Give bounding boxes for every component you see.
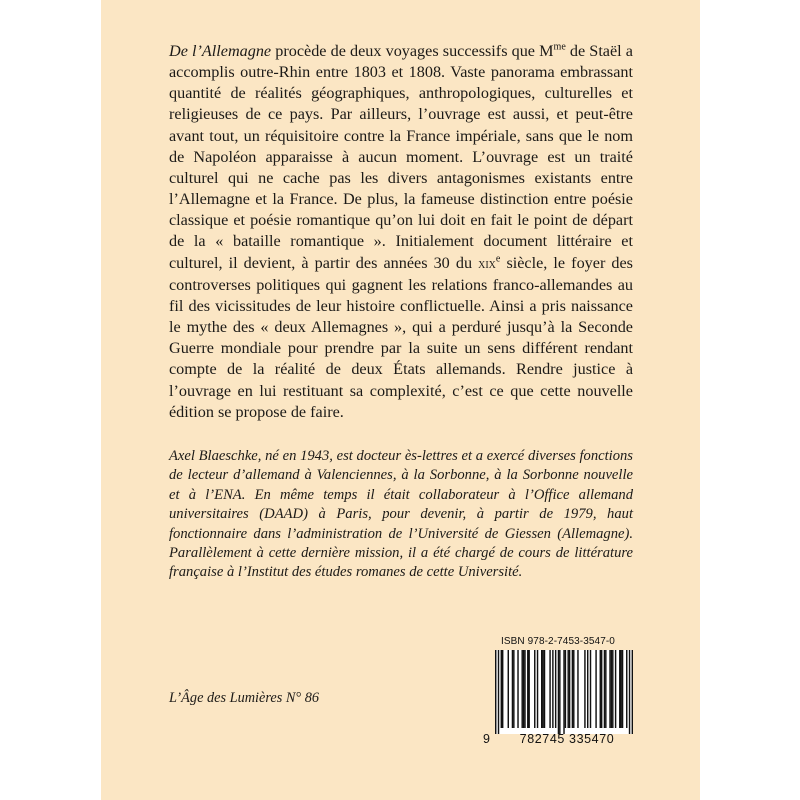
barcode-bar bbox=[552, 650, 553, 728]
barcode-bar bbox=[513, 650, 514, 728]
book-title: De l’Allemagne bbox=[169, 42, 272, 60]
series-label: L’Âge des Lumières N° 86 bbox=[169, 690, 319, 706]
barcode-bar bbox=[524, 650, 525, 728]
barcode-bar bbox=[612, 650, 613, 728]
barcode-bar bbox=[521, 650, 522, 728]
barcode-bar bbox=[573, 650, 574, 728]
barcode-bar bbox=[609, 650, 610, 728]
back-cover bbox=[101, 0, 700, 800]
book-summary bbox=[169, 41, 633, 423]
madame-superscript: me bbox=[553, 41, 566, 53]
barcode-bar bbox=[501, 650, 502, 728]
barcode-bar bbox=[555, 650, 556, 728]
barcode-bar bbox=[611, 650, 612, 728]
barcode-bar bbox=[523, 650, 524, 728]
barcode-bar bbox=[601, 650, 602, 728]
barcode-bar bbox=[632, 650, 633, 734]
barcode-bar bbox=[541, 650, 542, 728]
barcode-bars bbox=[495, 650, 633, 734]
barcode-bar bbox=[600, 650, 601, 728]
summary-part-3: siècle, le foyer des controverses politiques qui gagnent les relations franco-allemandes au fil des vicissitudes de leur histoire conflictuelle. Ainsi a pris naissance le mythe des « deux Allemagnes », qui a perduré jusqu’à la Seconde Guerre mondiale pour prendre par la suite un sens différent rendant compte de la réalité de deux États allemands. Rendre justice à l’ouvrage en lui restituant sa complexité, c’est ce que cette nouvelle édition se propose de faire. bbox=[169, 253, 633, 421]
summary-part-1: procède de deux voyages successifs que M bbox=[271, 42, 554, 60]
barcode-bar bbox=[559, 650, 560, 734]
barcode-bar bbox=[567, 650, 568, 728]
barcode-bar bbox=[528, 650, 529, 728]
barcode-bar bbox=[495, 650, 496, 734]
barcode-bar bbox=[542, 650, 543, 728]
barcode-bar bbox=[565, 650, 566, 728]
barcode-bar bbox=[508, 650, 509, 728]
century-superscript: e bbox=[495, 253, 501, 265]
barcode-bar bbox=[569, 650, 570, 728]
barcode-bar bbox=[512, 650, 513, 728]
barcode-bar bbox=[595, 650, 596, 728]
barcode-bar bbox=[502, 650, 503, 728]
author-bio: Axel Blaeschke, né en 1943, est docteur ès-lettres et a exercé diverses fonctions de lecteur d’allemand à Valenciennes, à la Sorbonne, à la Sorbonne nouvelle et à l’ENA. En même temps il était collaborateur à l’Office allemand universitaires (DAAD) à Paris, pour devenir, à partir de 1979, haut fonctionnaire dans l’administration de l’Université de Giessen (Allemagne). Parallèlement à cette dernière mission, il a été chargé de cours de littérature française à l’Institut des études romanes de cette Université. bbox=[169, 448, 633, 581]
barcode-bar bbox=[517, 650, 518, 728]
summary-part-2: de Staël a accomplis outre-Rhin entre 1803 et 1808. Vaste panorama embrassant quantité de réalités géographiques, anthropologiques, culturelles et religieuses de ce pays. Par ailleurs, l’ouvrage est aussi, et peut-être avant tout, un réquisitoire contre la France impériale, sans que le nom de Napoléon apparaisse à aucun moment. L’ouvrage est un traité culturel qui ne cache pas les divers antagonismes existants entre l’Allemagne et la France. De plus, la fameuse distinction entre poésie classique et poésie romantique qu’on lui doit en fait le point de départ de la « bataille romantique ». Initialement document littéraire et culturel, il devient, à partir des années 30 du bbox=[169, 42, 633, 272]
barcode-digit-groups: 782745 335470 bbox=[519, 732, 615, 746]
barcode-bar bbox=[534, 650, 535, 728]
barcode-bar bbox=[563, 650, 564, 734]
barcode-bar bbox=[549, 650, 550, 728]
barcode-bar bbox=[577, 650, 578, 728]
barcode-bar bbox=[619, 650, 620, 728]
barcode-bar bbox=[584, 650, 585, 728]
barcode-bar bbox=[629, 650, 630, 734]
century-numeral: xix bbox=[478, 255, 496, 272]
barcode-image bbox=[495, 650, 633, 734]
barcode-bar bbox=[605, 650, 606, 728]
barcode-bar bbox=[498, 650, 499, 734]
barcode-bar bbox=[620, 650, 621, 728]
barcode-bar bbox=[587, 650, 588, 728]
barcode-first-digit: 9 bbox=[483, 732, 491, 746]
barcode-bar bbox=[572, 650, 573, 728]
barcode-bar bbox=[537, 650, 538, 728]
barcode-bar bbox=[527, 650, 528, 728]
isbn-label: ISBN 978-2-7453-3547-0 bbox=[501, 636, 615, 647]
barcode-bar bbox=[622, 650, 623, 728]
barcode-bar bbox=[604, 650, 605, 728]
barcode-bar bbox=[590, 650, 591, 728]
barcode-block bbox=[483, 636, 633, 748]
barcode-bar bbox=[615, 650, 616, 728]
barcode-bar bbox=[558, 650, 559, 734]
barcode-bar bbox=[544, 650, 545, 728]
barcode-bar bbox=[626, 650, 627, 728]
